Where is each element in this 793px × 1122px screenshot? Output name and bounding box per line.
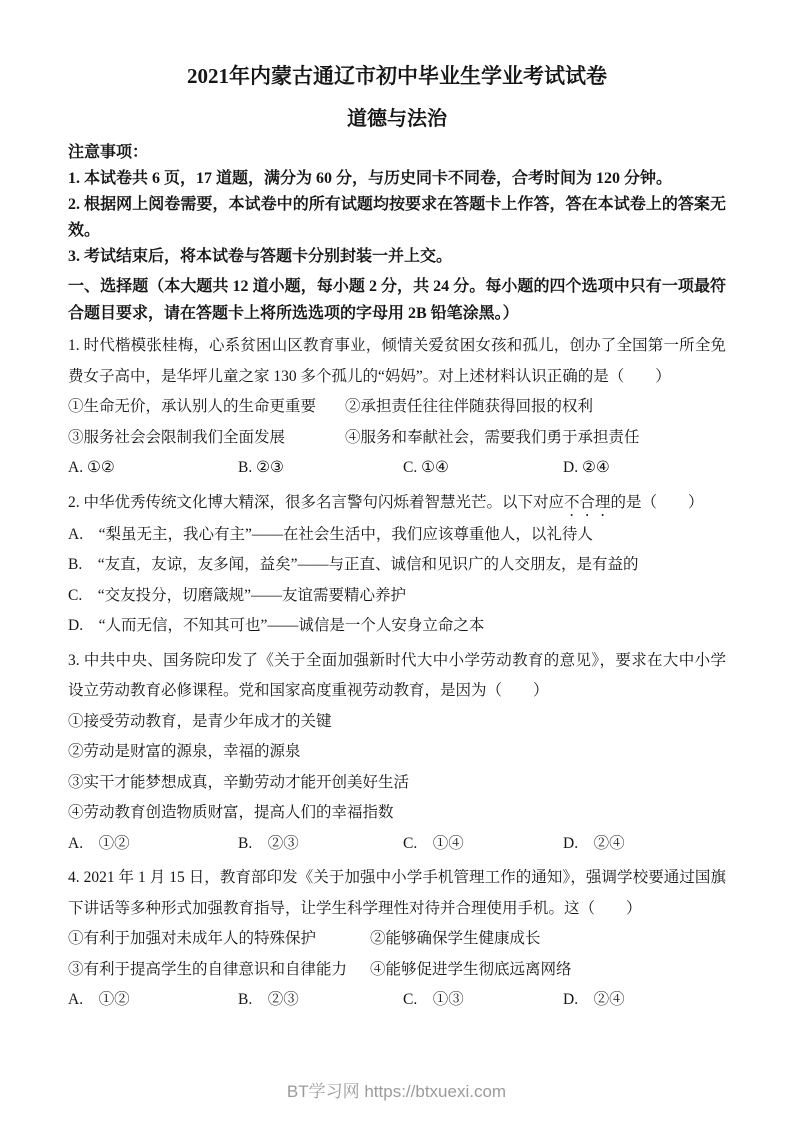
question-3-item-1: ①接受劳动教育，是青少年成才的关键 (68, 712, 332, 730)
question-4-stem: 4. 2021 年 1 月 15 日，教育部印发《关于加强中小学手机管理工作的通知》，强调学校要通过国旗下讲话等多种形式加强教育指导，让学生科学理性对待并合理使用手机。这（ ） (68, 869, 726, 917)
exam-subject-title: 道德与法治 (347, 108, 447, 130)
exam-title: 2021年内蒙古通辽市初中毕业生学业考试试卷 (187, 64, 607, 88)
question-3-item-2: ②劳动是财富的源泉，幸福的源泉 (68, 743, 301, 760)
question-3-item-3: ③实干才能梦想成真，辛勤劳动才能开创美好生活 (68, 773, 410, 791)
question-3-choice-b: B. ②③ (238, 834, 299, 852)
question-2-choice-b: B. “友直，友谅，友多闻，益矣”——与正直、诚信和见识广的人交朋友，是有益的 (68, 556, 639, 573)
question-1 (68, 331, 726, 484)
question-4-choice-d: D. ②④ (563, 991, 625, 1008)
question-1-item-2: ②承担责任往往伴随获得回报的权利 (345, 398, 594, 415)
watermark-footer: BT学习网 https://btxuexi.com (286, 1082, 507, 1101)
question-1-items-row-2 (68, 423, 726, 454)
question-2-stem-emphasized: 不合理 (564, 493, 611, 511)
question-1-item-4: ④服务和奉献社会，需要我们勇于承担责任 (345, 428, 640, 446)
question-4-item-4: ④能够促进学生彻底远离网络 (370, 960, 572, 978)
question-2-stem-post: 的是（ ） (610, 493, 704, 511)
question-4-choice-b: B. ②③ (238, 991, 299, 1008)
question-4-item-2: ②能够确保学生健康成长 (370, 930, 541, 947)
question-4-choice-a: A. ①② (68, 991, 130, 1008)
question-3-choices (68, 829, 726, 860)
question-2 (68, 488, 726, 642)
notice-item-1: 1. 本试卷共 6 页，17 道题，满分为 60 分，与历史同卡不同卷，合考时间为 120 分钟。 (68, 170, 673, 187)
question-1-item-1: ①生命无价，承认别人的生命更重要 (68, 398, 317, 415)
notice-heading: 注意事项： (68, 144, 149, 161)
question-2-choice-d: D. “人而无信，不知其可也”——诚信是一个人安身立命之本 (68, 617, 485, 634)
question-4-choices (68, 985, 726, 1016)
question-4-item-3: ③有利于提高学生的自律意识和自律能力 (68, 960, 348, 978)
question-4-items-row-1 (68, 924, 726, 955)
question-1-stem: 1. 时代楷模张桂梅，心系贫困山区教育事业，倾情关爱贫困女孩和孤儿，创办了全国第一所全免费女子高中，是华坪儿童之家 130 多个孤儿的“妈妈”。对上述材料认识正确的是（ ） (68, 337, 726, 385)
question-4-item-1: ①有利于加强对未成年人的特殊保护 (68, 930, 317, 947)
question-3-stem: 3. 中共中央、国务院印发了《关于全面加强新时代大中小学劳动教育的意见》，要求在大中小学设立劳动教育必修课程。党和国家高度重视劳动教育，是因为（ ） (68, 651, 726, 699)
section-heading-multiple-choice: 一、选择题（本大题共 12 道小题，每小题 2 分，共 24 分。每小题的四个选项中只有一项最符合题目要求，请在答题卡上将所选选项的字母用 2B 铅笔涂黑。） (68, 278, 726, 322)
question-1-choice-d: D. ②④ (563, 459, 610, 476)
question-1-choice-a: A. ①② (68, 459, 115, 476)
question-2-choice-a: A. “梨虽无主，我心有主”——在社会生活中，我们应该尊重他人，以礼待人 (68, 525, 593, 543)
question-1-choice-c: C. ①④ (403, 459, 449, 476)
question-4-items-row-2 (68, 955, 726, 986)
question-1-items-row-1 (68, 392, 726, 423)
question-3-choice-a: A. ①② (68, 834, 130, 852)
question-3-choice-d: D. ②④ (563, 834, 625, 852)
question-2-stem-pre: 2. 中华优秀传统文化博大精深，很多名言警句闪烁着智慧光芒。以下对应 (68, 493, 565, 511)
question-1-item-3: ③服务社会会限制我们全面发展 (68, 428, 286, 446)
question-4 (68, 863, 726, 1016)
notice-item-2: 2. 根据网上阅卷需要，本试卷中的所有试题均按要求在答题卡上作答，答在本试卷上的答案无效。 (68, 196, 726, 239)
question-1-choice-b: B. ②③ (238, 459, 284, 476)
question-2-stem (68, 488, 726, 520)
notice-item-3: 3. 考试结束后，将本试卷与答题卡分别封装一并上交。 (68, 248, 453, 265)
question-4-choice-c: C. ①③ (403, 991, 464, 1008)
question-3-item-4: ④劳动教育创造物质财富，提高人们的幸福指数 (68, 804, 394, 821)
question-3 (68, 646, 726, 860)
question-1-choices (68, 453, 726, 484)
question-3-choice-c: C. ①④ (403, 834, 464, 852)
question-2-choice-c: C. “交友投分，切磨箴规”——友谊需要精心养护 (68, 586, 406, 604)
